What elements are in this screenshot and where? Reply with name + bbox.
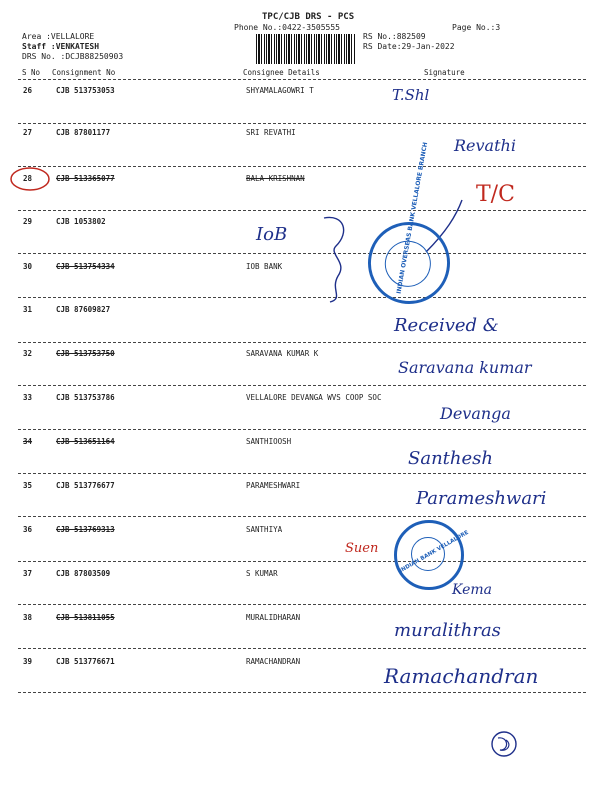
stamp-text: INDIAN BANK VELLALORE: [398, 529, 470, 575]
row-sno: 38: [23, 613, 33, 622]
row-divider: [18, 692, 586, 693]
signature-38: muralithras: [394, 620, 501, 641]
row-divider: [18, 473, 586, 474]
row-consignment: CJB 513811055: [56, 613, 115, 622]
col-sno: S No: [22, 68, 41, 77]
row-divider: [18, 123, 586, 124]
row-consignment: CJB 513753786: [56, 393, 115, 402]
row-consignee: SARAVANA KUMAR K: [246, 349, 319, 358]
row-divider: [18, 604, 586, 605]
row-consignment: CJB 87609827: [56, 305, 111, 314]
signature-36: Suen: [345, 541, 379, 556]
row-divider: [18, 385, 586, 386]
table-row: [0, 525, 600, 569]
row-sno: 27: [23, 128, 33, 137]
rs-date: RS Date:29-Jan-2022: [363, 42, 455, 51]
row-sno: 36: [23, 525, 33, 534]
signature-33: Devanga: [440, 404, 511, 423]
row-divider: [18, 516, 586, 517]
row-divider: [18, 253, 586, 254]
handwritten-mark-28: T/C: [476, 182, 515, 207]
row-divider: [18, 210, 586, 211]
signature-26: T.Shl: [392, 86, 430, 104]
row-consignment: CJB 513753053: [56, 86, 115, 95]
row-sno: 34: [23, 437, 33, 446]
row-consignment: CJB 513769313: [56, 525, 115, 534]
signature-34: Santhesh: [408, 448, 493, 469]
scribble-bracket: [310, 210, 370, 305]
row-consignee: BALA KRISHNAN: [246, 174, 305, 183]
row-divider: [18, 561, 586, 562]
row-consignment: CJB 513753750: [56, 349, 115, 358]
table-row: [0, 613, 600, 657]
row-consignment: CJB 87803509: [56, 569, 111, 578]
row-consignment: CJB 513776671: [56, 657, 115, 666]
row-consignee: IOB BANK: [246, 262, 283, 271]
row-divider: [18, 648, 586, 649]
report-title: TPC/CJB DRS - PCS: [262, 12, 355, 22]
signature-32: Saravana kumar: [398, 358, 532, 377]
phone-number: Phone No.:0422-3505555: [234, 23, 340, 32]
row-consignee: SRI REVATHI: [246, 128, 296, 137]
row-divider: [18, 166, 586, 167]
row-consignment: CJB 513365077: [56, 174, 115, 183]
row-sno: 37: [23, 569, 33, 578]
col-consignee: Consignee Details: [243, 68, 320, 77]
red-circle-annotation: [8, 165, 52, 193]
row-divider: [18, 429, 586, 430]
row-sno: 30: [23, 262, 33, 271]
signature-31: Received &: [394, 315, 499, 336]
row-consignment: CJB 513651164: [56, 437, 115, 446]
row-sno: 35: [23, 481, 33, 490]
row-consignee: SANTHIOOSH: [246, 437, 292, 446]
signature-29: IoB: [256, 224, 288, 245]
row-sno: 29: [23, 217, 33, 226]
bank-stamp-indian-bank: [394, 520, 470, 590]
row-sno: 26: [23, 86, 33, 95]
row-consignment: CJB 513776677: [56, 481, 115, 490]
page-number: Page No.:3: [452, 23, 501, 32]
row-sno: 32: [23, 349, 33, 358]
signature-35: Parameshwari: [416, 488, 547, 509]
row-consignment: CJB 1053802: [56, 217, 106, 226]
barcode: [256, 34, 356, 64]
row-consignee: MURALIDHARAN: [246, 613, 301, 622]
row-sno: 39: [23, 657, 33, 666]
row-divider: [18, 297, 586, 298]
col-consignment: Consignment No: [52, 68, 116, 77]
table-row: [0, 569, 600, 613]
row-sno: 28: [23, 174, 33, 183]
row-consignee: S KUMAR: [246, 569, 278, 578]
signature-27: Revathi: [454, 136, 516, 155]
row-consignee: PARAMESHWARI: [246, 481, 301, 490]
row-consignment: CJB 513754334: [56, 262, 115, 271]
col-signature: Signature: [424, 68, 465, 77]
row-consignee: RAMACHANDRAN: [246, 657, 301, 666]
stamp-text: INDIAN OVERSEAS BANK VELLALORE BRANCH: [395, 141, 430, 295]
rs-number: RS No.:882509: [363, 32, 426, 41]
row-consignee: VELLALORE DEVANGA WVS COOP SOC: [246, 393, 382, 402]
row-sno: 31: [23, 305, 33, 314]
area-label: Area :VELLALORE: [22, 32, 95, 41]
signature-39: Ramachandran: [384, 664, 539, 688]
row-consignee: SANTHIYA: [246, 525, 283, 534]
table-row: [0, 437, 600, 481]
drs-number: DRS No. :DCJB88250903: [22, 52, 124, 61]
header-divider: [18, 79, 586, 80]
row-sno: 33: [23, 393, 33, 402]
row-divider: [18, 342, 586, 343]
table-row: [0, 217, 600, 261]
table-row: [0, 262, 600, 306]
circled-mark: [486, 726, 522, 762]
signature-37: Kema: [452, 582, 492, 598]
staff-label: Staff :VENKATESH: [22, 42, 100, 51]
row-consignment: CJB 87801177: [56, 128, 111, 137]
row-consignee: SHYAMALAGOWRI T: [246, 86, 314, 95]
